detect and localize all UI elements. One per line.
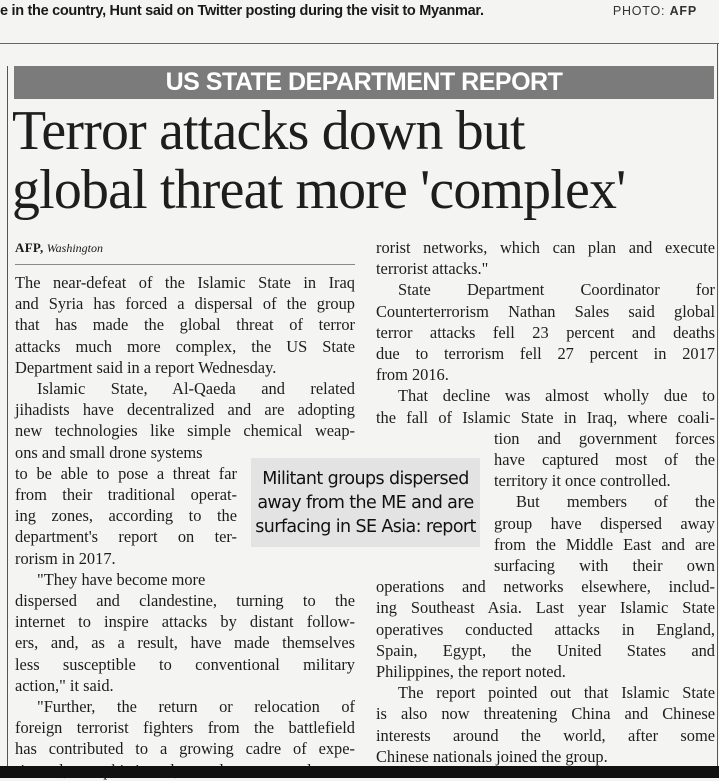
text-line: operations and networks elsewhere, includ- [376,577,715,597]
text-line: group have dispersed away [494,513,715,533]
text-line: Counterterrorism Nathan Sales said global [376,301,715,321]
text-line: Islamic State, Al-Qaeda and related [37,379,355,399]
text-line: to be able to pose a threat far [15,463,237,483]
text-line: tion and government forces [494,428,715,448]
text-line: dispersed and clandestine, turning to the [15,591,355,611]
text-line: new technologies like simple chemical weap- [15,421,355,441]
text-line: Department said in a report Wednesday. [15,357,277,377]
text-line: from their traditional operat- [15,485,237,505]
text-line: "Further, the return or relocation of [37,697,355,717]
text-line: ing Southeast Asia. Last year Islamic State [376,598,715,618]
text-line: Philippines, the report noted. [376,662,566,682]
column-rule-left [7,66,8,778]
text-line: less susceptible to conventional military [15,654,355,674]
text-line: State Department Coordinator for [398,280,715,300]
text-line: But members of the [516,492,715,512]
text-line: is also now threatening China and Chinese [376,704,715,724]
scan-edge [0,766,719,778]
text-line: Spain, Egypt, the United States and [376,640,715,660]
text-line: foreign terrorist fighters from the battlefield [15,718,355,738]
text-line: jihadists have decentralized and are adopting [15,400,355,420]
pull-quote-line: Militant groups dispersed [262,468,469,489]
article-headline [12,102,718,220]
text-line: internet to inspire attacks by distant follow- [15,612,355,632]
text-line: from 2016. [376,365,449,385]
text-line: the fall of Islamic State in Iraq, where coali- [376,407,715,427]
text-line: department's report on ter- [15,527,237,547]
text-line: That decline was almost wholly due to [398,386,715,406]
text-line: terrorist attacks." [376,259,489,279]
text-line: that has made the global threat of terror [15,315,355,335]
text-line: surfacing with their own [494,556,715,576]
text-line: "They have become more [37,569,206,589]
text-line: The near-defeat of the Islamic State in Iraq [15,273,355,292]
text-line: interests around the world, after some [376,725,715,745]
text-line: ing zones, according to the [15,506,237,526]
photo-caption-text: e in the country, Hunt said on Twitter posting during the visit to Myanmar. [0,3,484,19]
byline [15,240,103,256]
text-line: terror attacks fell 23 percent and deaths [376,322,715,342]
photo-credit-label: PHOTO: [612,4,666,18]
text-line: attacks much more complex, the US State [15,336,355,356]
text-line: has contributed to a growing cadre of expe- [15,739,355,759]
photo-credit [613,0,697,22]
text-line: from the Middle East and are [494,534,715,554]
byline-divider [15,264,355,265]
text-line: ons and small drone systems [15,442,203,462]
text-line: action," it said. [15,675,114,695]
photo-caption [0,0,719,26]
text-line: rorist networks, which can plan and execute [376,238,715,257]
byline-dateline: Washington [46,241,104,255]
text-line: rorism in 2017. [15,548,116,568]
pull-quote-line: surfacing in SE Asia: report [255,516,476,537]
text-line: The report pointed out that Islamic State [398,683,715,703]
text-line: Chinese nationals joined the group. [376,746,608,766]
text-line: have captured most of the [494,450,715,470]
pull-quote [251,458,480,547]
text-line: and Syria has forced a dispersal of the group [15,294,355,314]
byline-agency: AFP, [15,240,44,255]
text-line: due to terrorism fell 27 percent in 2017 [376,344,715,364]
text-line: territory it once controlled. [494,471,671,491]
caption-divider [0,43,719,44]
pull-quote-line: away from the ME and are [257,492,474,513]
headline-line-1: Terror attacks down but [12,100,525,162]
headline-line-2: global threat more 'complex' [12,159,626,221]
section-kicker: US STATE DEPARTMENT REPORT [14,66,714,99]
text-line: ers, and, as a result, have made themselves [15,633,355,653]
photo-credit-agency: AFP [669,4,697,18]
text-line: operatives conducted attacks in England, [376,619,715,639]
